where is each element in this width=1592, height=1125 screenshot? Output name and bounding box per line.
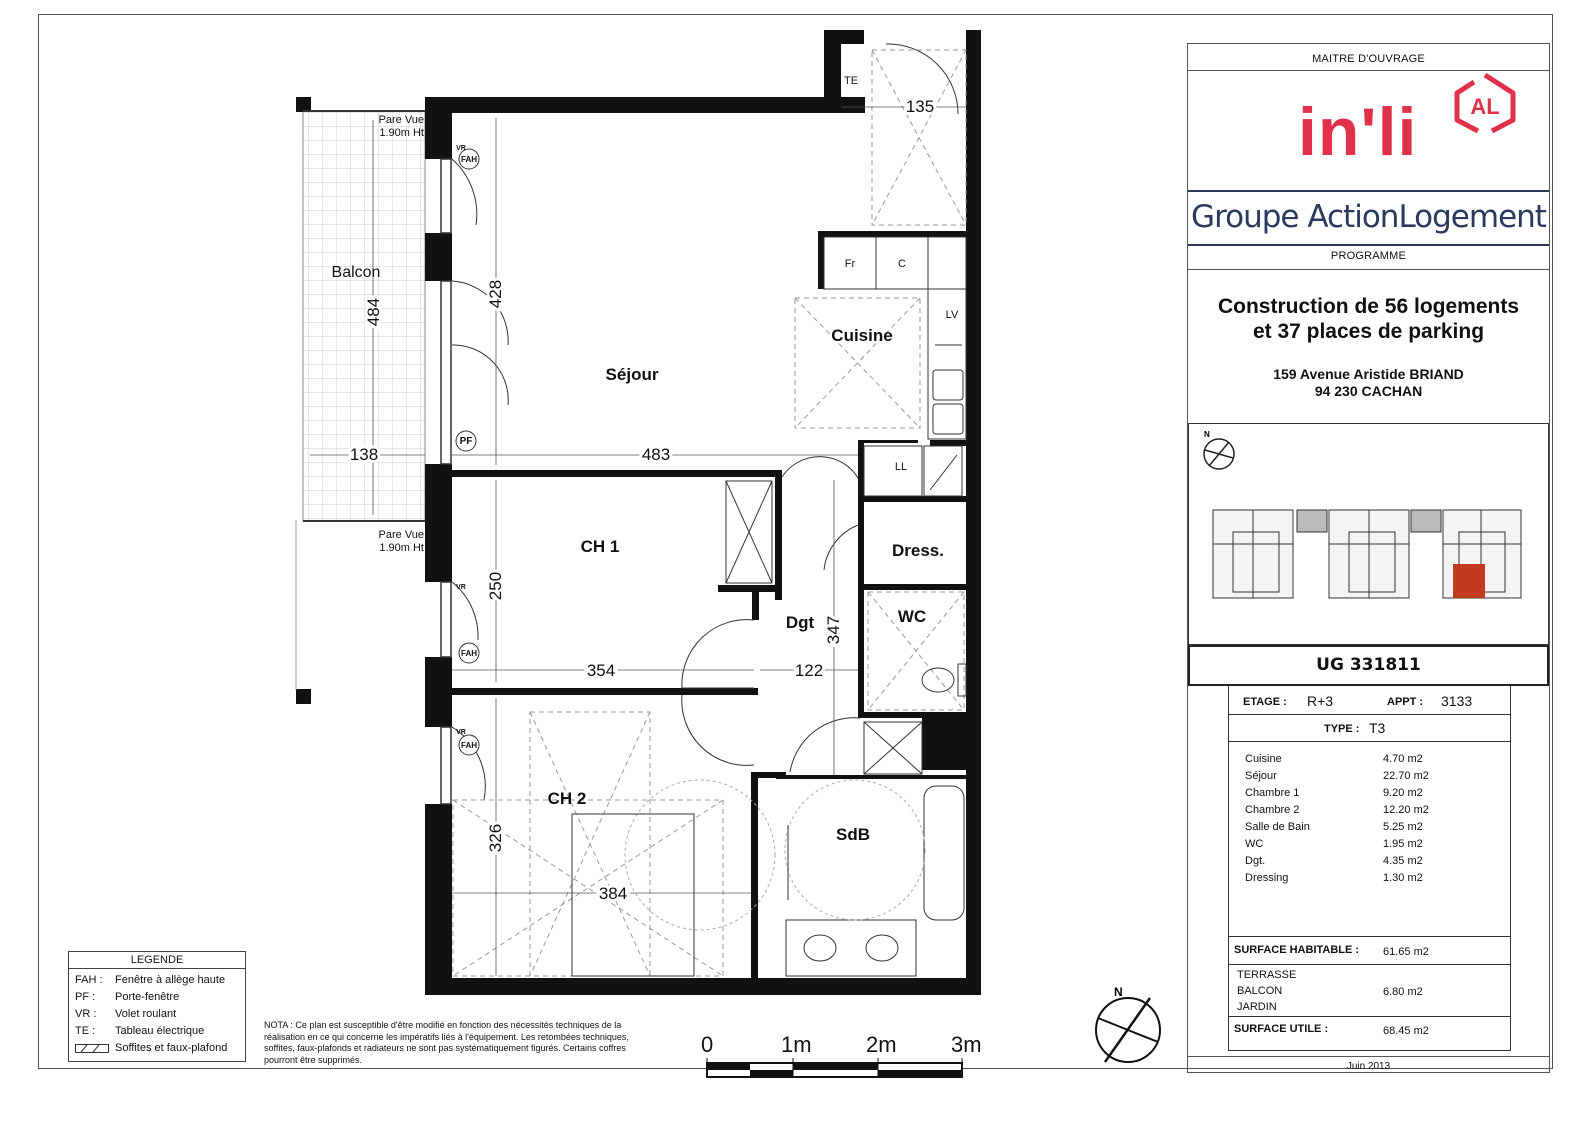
room-name: Dgt. [1245,855,1266,867]
room-dress: Dress. [892,541,944,560]
type-label: TYPE : [1324,723,1360,735]
dim-122: 122 [794,661,824,680]
inli-logo-text: in'li [1298,94,1418,170]
dim-483: 483 [641,445,671,464]
compass-icon [1204,430,1234,469]
scale-label-1m: 1m [781,1032,812,1057]
tag-fah-1: FAH [461,155,477,164]
scale-label-0: 0 [701,1032,714,1057]
dim-484: 484 [364,297,383,327]
title-block [1187,43,1550,1073]
legend-desc-pf: Porte-fenêtre [115,991,180,1003]
legend-title: LEGENDE [69,952,245,969]
pare-vue-2-line2: 1.90m Ht [379,542,424,554]
plan-date: Juin 2013 [1346,1061,1391,1072]
room-area: 5.25 m2 [1383,821,1423,833]
room-cuisine: Cuisine [831,326,893,345]
north-arrow [1096,985,1160,1062]
room-ch2: CH 2 [547,789,587,808]
tag-vr-2: VR [456,584,466,591]
legend-code-pf: PF : [75,991,96,1003]
ext-label-jardin: JARDIN [1237,1001,1277,1013]
dim-138: 138 [349,445,379,464]
room-area: 1.95 m2 [1383,838,1423,850]
appt-label: APPT : [1387,696,1424,708]
room-area: 4.70 m2 [1383,753,1423,765]
ext-value: 6.80 m2 [1383,986,1423,998]
room-area: 9.20 m2 [1383,787,1423,799]
room-name: Chambre 1 [1245,787,1300,799]
apartment-highlight [1453,564,1485,598]
fixture-ll: LL [894,461,908,473]
fixture-c: C [898,258,906,270]
scale-label-2m: 2m [866,1032,897,1057]
programme-line-1: Construction de 56 logements [1217,295,1520,318]
surface-habitable-value: 61.65 m2 [1383,946,1429,958]
legend-desc-vr: Volet roulant [115,1008,177,1020]
legend-desc-fah: Fenêtre à allège haute [115,974,226,986]
address-line-1: 159 Avenue Aristide BRIAND [1273,366,1464,382]
room-area: 22.70 m2 [1383,770,1429,782]
room-sejour: Séjour [605,365,659,384]
ug-number: UG 331811 [1188,645,1549,686]
hatch-icon [75,1044,109,1053]
room-area: 4.35 m2 [1383,855,1423,867]
dim-326: 326 [486,823,505,853]
etage-label: ETAGE : [1243,696,1287,708]
room-name: Chambre 2 [1245,804,1300,816]
type-value: T3 [1369,720,1386,736]
scale-bar [707,1058,962,1077]
surface-habitable-label: SURFACE HABITABLE : [1234,944,1360,956]
dim-347: 347 [824,615,843,645]
dim-250: 250 [486,571,505,601]
maitre-label: MAITRE D'OUVRAGE [1312,53,1425,65]
surface-table [1228,686,1511,1051]
site-plan-map [1188,423,1549,645]
pare-vue-1-line2: 1.90m Ht [379,127,424,139]
legend [68,951,246,1062]
tag-fah-2: FAH [461,649,477,658]
north-label: N [1114,985,1123,999]
dim-354: 354 [586,661,616,680]
fixture-fr: Fr [844,258,856,270]
legend-code-fah: FAH : [75,974,103,986]
surface-utile-label: SURFACE UTILE : [1234,1023,1329,1035]
room-name: Salle de Bain [1245,821,1310,833]
fixture-lv: LV [945,309,959,321]
room-name: Cuisine [1245,753,1282,765]
fixture-te: TE [843,75,859,87]
room-balcon: Balcon [331,264,381,281]
soffites [453,50,966,976]
address-line-2: 94 230 CACHAN [1314,383,1423,399]
al-badge-text: AL [1470,94,1500,119]
surface-utile-value: 68.45 m2 [1383,1025,1429,1037]
room-name: Séjour [1245,770,1277,782]
tag-vr-3: VR [456,729,466,736]
dim-384: 384 [598,884,628,903]
balcony [296,97,425,704]
groupe-actionlogement: Groupe ActionLogement [1191,199,1546,235]
tag-vr-1: VR [456,145,466,152]
al-badge-icon [1452,72,1518,134]
legend-code-te: TE : [75,1025,96,1037]
legend-desc-te: Tableau électrique [115,1025,205,1037]
room-area: 1.30 m2 [1383,872,1423,884]
etage-value: R+3 [1307,693,1334,709]
tag-pf: PF [459,436,473,447]
appt-value: 3133 [1441,693,1473,709]
tag-fah-3: FAH [461,741,477,750]
programme-line-2: et 37 places de parking [1252,320,1485,343]
scale-label-3m: 3m [951,1032,982,1057]
room-dgt: Dgt [785,613,815,632]
dim-428: 428 [486,279,505,309]
room-name: Dressing [1245,872,1289,884]
dim-135: 135 [905,97,935,116]
pare-vue-2-line1: Pare Vue [378,529,424,541]
svg-text:N: N [1204,430,1210,439]
inli-logo [1298,92,1417,172]
room-name: WC [1245,838,1264,850]
room-wc: WC [897,607,927,626]
legend-code-vr: VR : [75,1008,97,1020]
door-swings [452,44,958,800]
nota-text: NOTA : Ce plan est susceptible d'être modifié en fonction des nécessités techniques de la réalisation en ce qui concerne les impératifs liés à l'équipement. Les retombées techniques, soffites, faux-plafonds et radiateurs ne sont pas systématiquement figurés. Certains coffres pourront être supprimés. [264,1020,629,1065]
pare-vue-1-line1: Pare Vue [378,114,424,126]
ext-label-terrasse: TERRASSE [1237,969,1297,981]
room-ch1: CH 1 [580,537,620,556]
programme-label: PROGRAMME [1330,250,1407,262]
legend-desc-soffites: Soffites et faux-plafond [115,1042,228,1054]
room-sdb: SdB [836,825,870,844]
walls [425,30,981,995]
room-area: 12.20 m2 [1383,804,1429,816]
ext-label-balcon: BALCON [1237,985,1283,997]
